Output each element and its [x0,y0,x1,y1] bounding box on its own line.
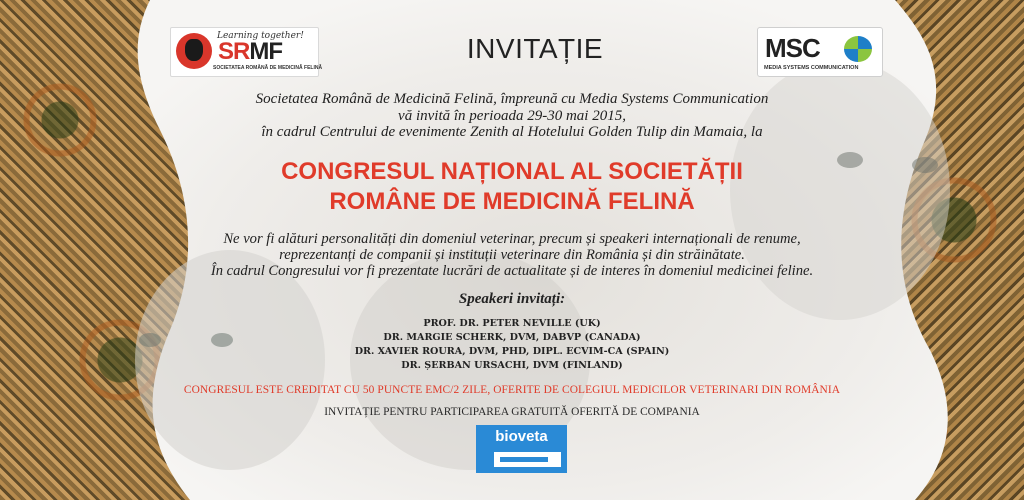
intro-line: Societatea Română de Medicină Felină, împreună cu Media Systems Communication [255,91,769,107]
cat-eye [837,152,863,168]
cat-silhouette-icon [185,39,203,61]
speaker-item: DR. ȘERBAN URSACHI, DVM (FINLAND) [401,360,623,371]
msc-fullname: MEDIA SYSTEMS COMMUNICATION [764,65,859,71]
speakers-list [300,317,724,373]
srmf-tagline: Learning together! [217,31,304,41]
cat-eye [912,157,938,173]
description-line: Ne vor fi alături personalități din domeniul veterinar, precum și speakeri internaționali de renume, [223,231,801,247]
intro-line: în cadrul Centrului de evenimente Zenith al Hotelului Golden Tulip din Mamaia, la [261,124,763,140]
cat-eye [139,333,161,347]
congress-title-line: ROMÂNE DE MEDICINĂ FELINĂ [329,188,695,215]
msc-logo [757,27,883,77]
speaker-item: PROF. DR. PETER NEVILLE (UK) [423,318,601,329]
cat-eye [211,333,233,347]
description-line: În cadrul Congresului vor fi prezentate lucrări de actualitate și de interes în domeniul medicinei feline. [210,263,814,279]
bioveta-wordmark: bioveta [495,428,548,445]
msc-wordmark: MSC [765,33,820,63]
msc-swirl-icon [844,36,872,62]
srmf-letters-sr: SR [218,38,250,65]
cat-image-left [135,250,325,470]
srmf-letters-mf: MF [249,38,282,65]
description-line: reprezentanți de companii și instituții veterinare din România și din străinătate. [279,247,745,263]
description-text [160,231,864,279]
intro-line: vă invită în perioada 29-30 mai 2015, [398,107,626,124]
intro-text [200,91,824,141]
syringe-icon [500,457,548,462]
srmf-logo [170,27,323,77]
speaker-item: DR. XAVIER ROURA, DVM, PHD, DIPL. ECVIM-CA (SPAIN) [354,346,670,357]
speakers-heading: Speakeri invitați: [458,291,566,307]
srmf-fullname: SOCIETATEA ROMÂNĂ DE MEDICINĂ FELINĂ [213,65,323,71]
credit-notice: CONGRESUL ESTE CREDITAT CU 50 PUNCTE EMC/2 ZILE, OFERITE DE COLEGIUL MEDICILOR VETERINARI DIN ROMÂNIA [183,384,841,396]
bioveta-logo [476,425,567,473]
srmf-wordmark [218,40,282,64]
congress-title-line: CONGRESUL NAȚIONAL AL SOCIETĂȚII [281,158,743,185]
congress-title [200,157,824,217]
speaker-item: DR. MARGIE SCHERK, DVM, DABVP (CANADA) [383,332,641,343]
offer-notice: INVITAȚIE PENTRU PARTICIPAREA GRATUITĂ OFERITĂ DE COMPANIA [324,406,700,418]
page-title: INVITAȚIE [466,33,604,64]
